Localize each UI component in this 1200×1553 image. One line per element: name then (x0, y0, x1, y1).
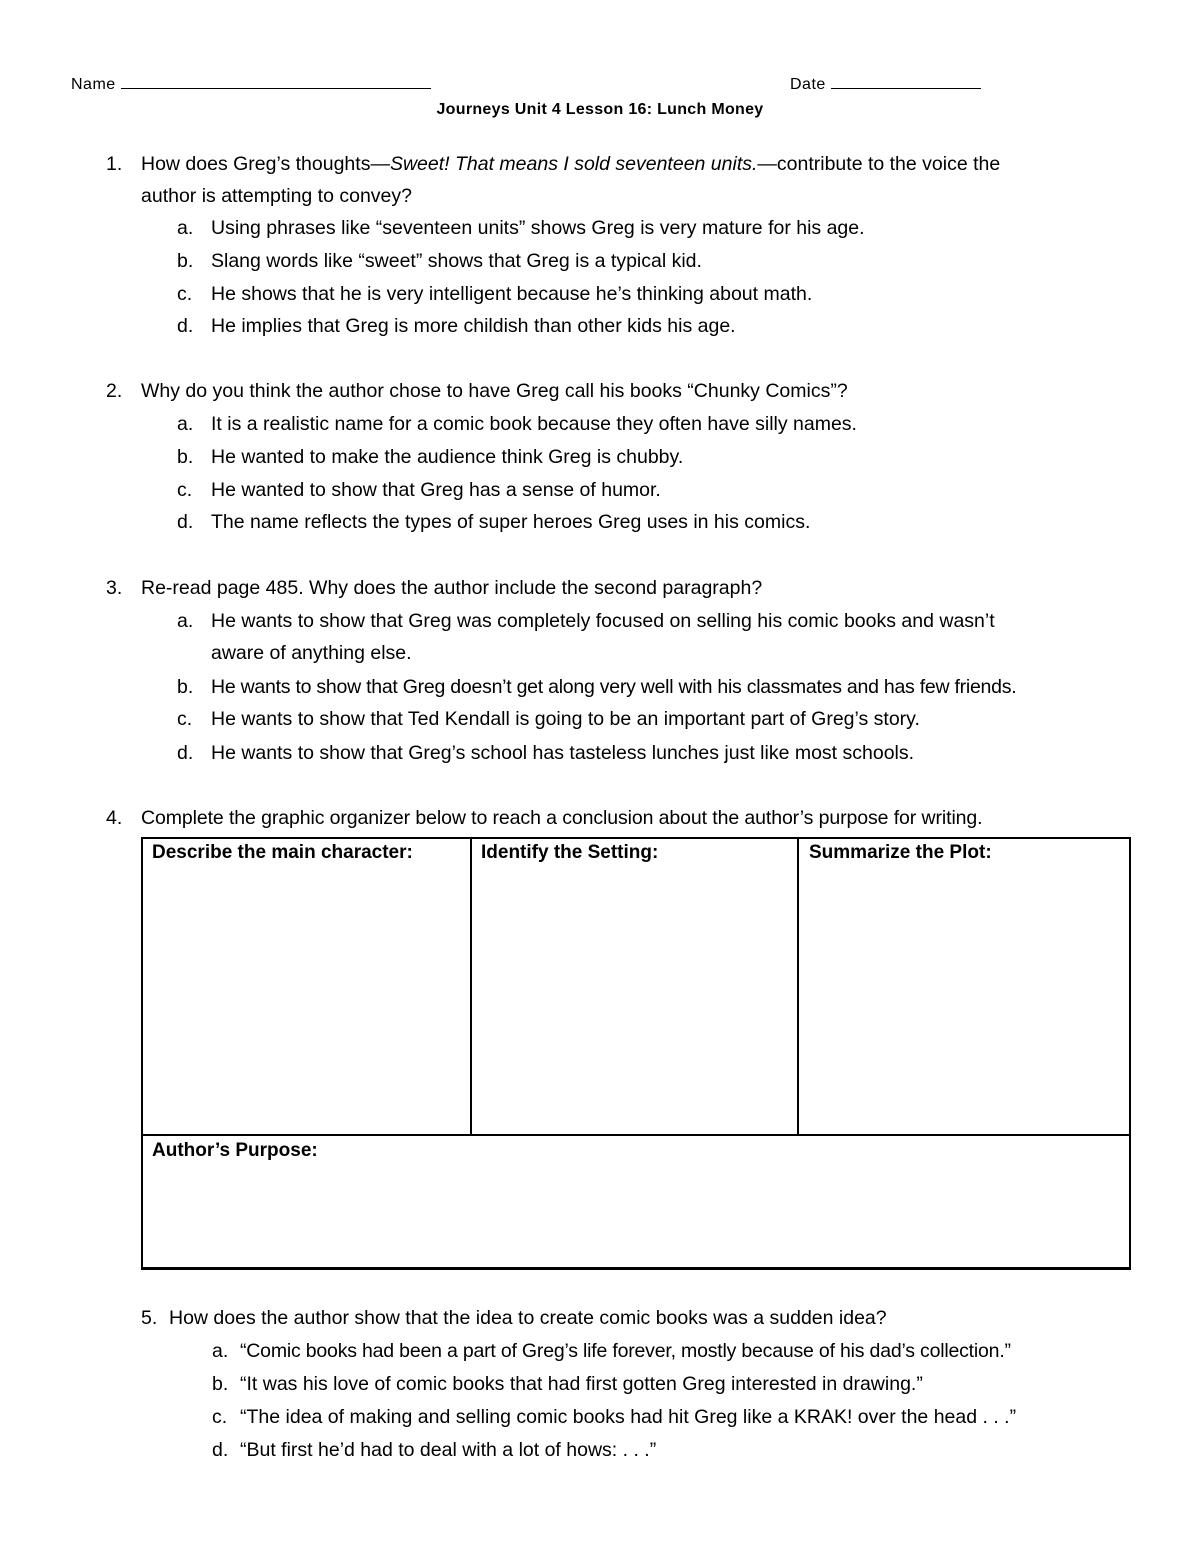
name-field[interactable] (71, 74, 431, 94)
date-label: Date (790, 76, 826, 93)
option-letter: c. (212, 1406, 228, 1428)
organizer-bottom-border (141, 1267, 1131, 1270)
question-text: Why do you think the author chose to have Greg call his books “Chunky Comics”? (141, 380, 848, 402)
option-text: He wanted to show that Greg has a sense of humor. (211, 479, 661, 501)
option-letter: b. (177, 250, 194, 272)
worksheet-title: Journeys Unit 4 Lesson 16: Lunch Money (436, 101, 764, 118)
option-text: He wants to show that Greg’s school has tasteless lunches just like most schools. (211, 742, 915, 764)
option-letter: c. (177, 479, 193, 501)
option-letter: a. (212, 1340, 229, 1362)
question-text: How does the author show that the idea to create comic books was a sudden idea? (169, 1307, 887, 1329)
option-letter: d. (177, 511, 194, 533)
question-text: How does Greg’s thoughts—Sweet! That means I sold seventeen units.—contribute to the voice the (141, 153, 1001, 175)
plot-answer-area[interactable] (799, 871, 1128, 1133)
option-text: He implies that Greg is more childish than other kids his age. (211, 315, 736, 337)
option-text: It is a realistic name for a comic book because they often have silly names. (211, 413, 857, 435)
option-letter: c. (177, 283, 193, 305)
organizer-row-divider (141, 1134, 1131, 1136)
graphic-organizer (141, 837, 1131, 1270)
option-text: “It was his love of comic books that had first gotten Greg interested in drawing.” (240, 1373, 923, 1395)
option-text: He wanted to make the audience think Greg is chubby. (211, 446, 684, 468)
organizer-right-border (1129, 837, 1131, 1270)
date-blank[interactable] (831, 74, 981, 89)
option-text: Using phrases like “seventeen units” shows Greg is very mature for his age. (211, 217, 865, 239)
option-text: “But first he’d had to deal with a lot of hows: . . .” (240, 1439, 657, 1461)
option-letter: b. (212, 1373, 229, 1395)
option-text: “The idea of making and selling comic books had hit Greg like a KRAK! over the head . . .” (240, 1406, 1017, 1428)
authors-purpose-label: Author’s Purpose: (152, 1140, 318, 1161)
option-text: He shows that he is very intelligent because he’s thinking about math. (211, 283, 813, 305)
name-label: Name (71, 76, 116, 93)
option-letter: a. (177, 610, 194, 632)
option-text: He wants to show that Greg doesn’t get along very well with his classmates and has few friends. (211, 676, 1017, 698)
option-letter: a. (177, 217, 194, 239)
option-letter: d. (177, 315, 194, 337)
authors-purpose-answer-area[interactable] (143, 1169, 1128, 1266)
option-text: “Comic books had been a part of Greg’s life forever, mostly because of his dad’s collection.” (240, 1340, 1011, 1362)
question-number: 2. (106, 380, 123, 402)
main-character-answer-area[interactable] (143, 871, 469, 1133)
date-field[interactable] (790, 74, 981, 94)
option-letter: c. (177, 708, 193, 730)
main-character-label: Describe the main character: (152, 842, 413, 863)
question-number: 1. (106, 153, 123, 175)
question-number: 4. (106, 807, 123, 829)
option-letter: b. (177, 676, 194, 698)
setting-label: Identify the Setting: (481, 842, 659, 863)
setting-answer-area[interactable] (472, 871, 796, 1133)
organizer-top-border (141, 837, 1131, 839)
option-text: Slang words like “sweet” shows that Greg is a typical kid. (211, 250, 702, 272)
question-number: 3. (106, 577, 123, 599)
plot-label: Summarize the Plot: (809, 842, 992, 863)
option-text: The name reflects the types of super heroes Greg uses in his comics. (211, 511, 811, 533)
question-text-cont: author is attempting to convey? (141, 185, 412, 207)
option-letter: d. (212, 1439, 229, 1461)
option-letter: b. (177, 446, 194, 468)
option-letter: d. (177, 742, 194, 764)
question-text: Complete the graphic organizer below to reach a conclusion about the author’s purpose for writing. (141, 807, 983, 829)
name-blank[interactable] (121, 74, 431, 89)
option-text-cont: aware of anything else. (211, 642, 412, 664)
question-text: Re-read page 485. Why does the author include the second paragraph? (141, 577, 763, 599)
option-text: He wants to show that Greg was completely focused on selling his comic books and wasn’t (211, 610, 995, 632)
option-text: He wants to show that Ted Kendall is going to be an important part of Greg’s story. (211, 708, 920, 730)
option-letter: a. (177, 413, 194, 435)
question-number: 5. (141, 1307, 158, 1329)
